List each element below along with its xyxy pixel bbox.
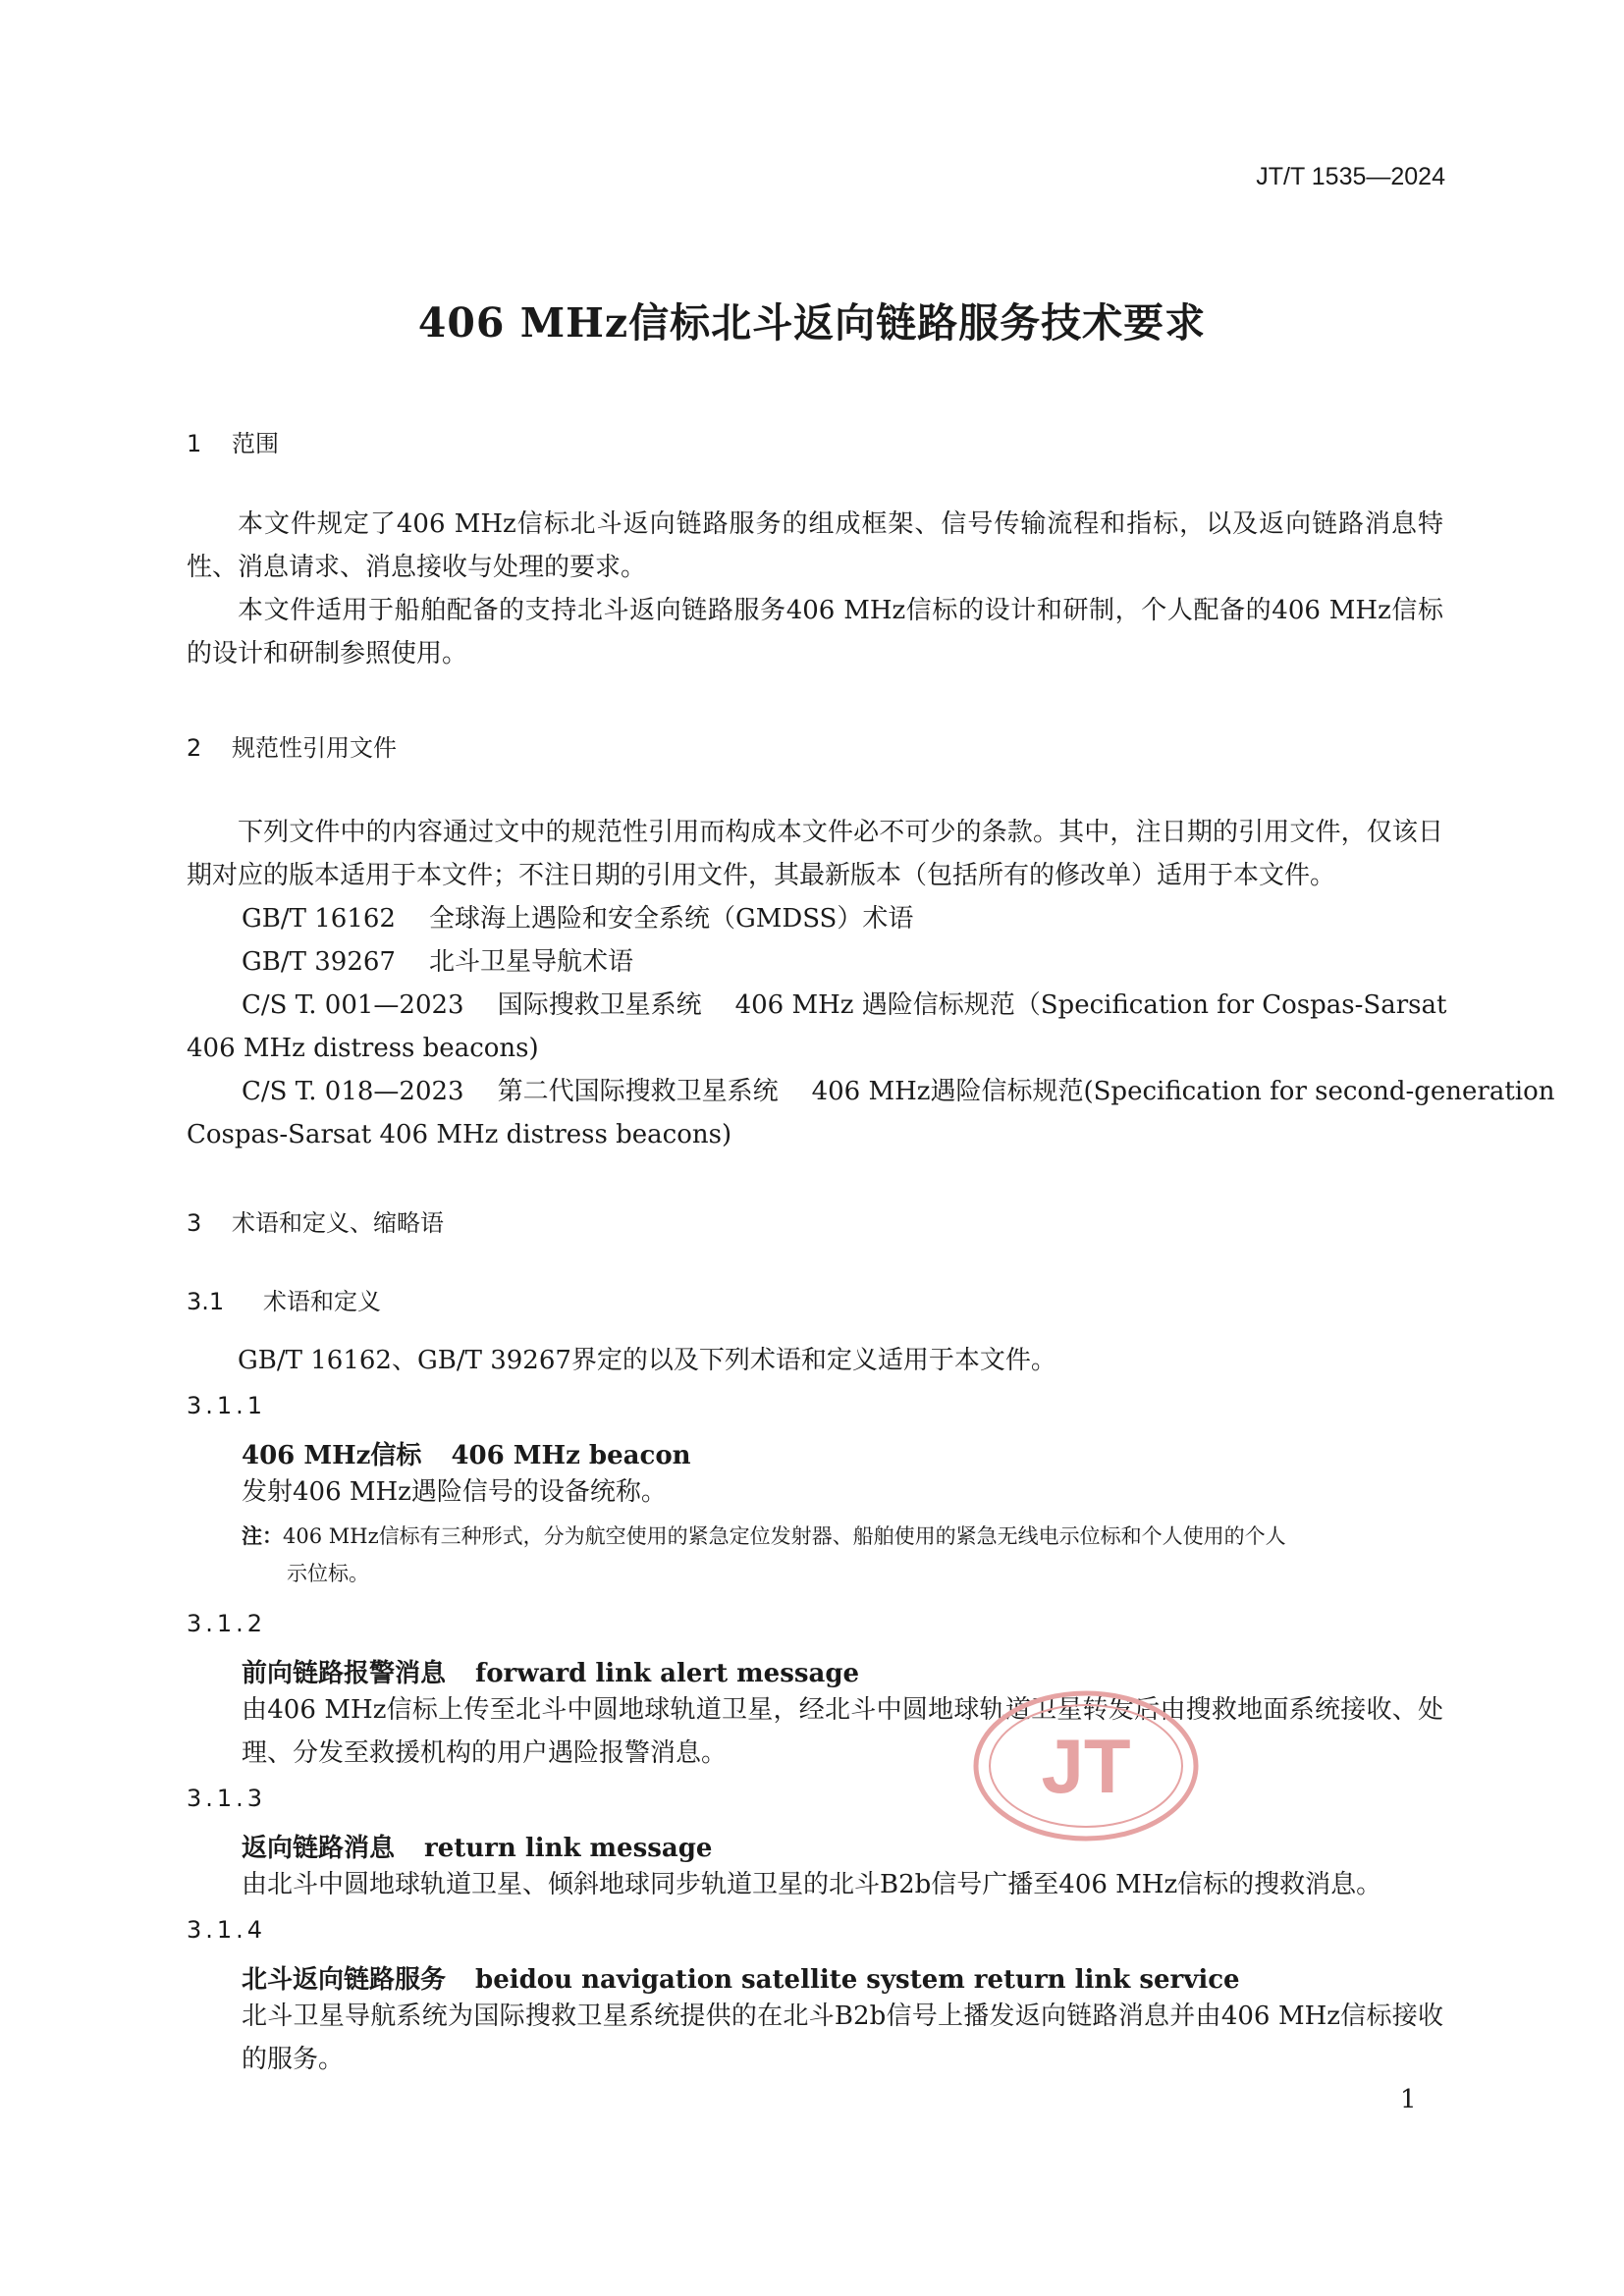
term-heading xyxy=(242,1653,859,1689)
section-title: 规范性引用文件 xyxy=(232,734,397,762)
section-number: 1 xyxy=(187,430,202,457)
section-3-heading xyxy=(187,1203,444,1238)
reference-title: 北斗卫星导航术语 xyxy=(428,947,633,977)
reference-continuation: Cospas-Sarsat 406 MHz distress beacons) xyxy=(187,1120,732,1149)
term-zh: 北斗返向链路服务 xyxy=(242,1965,447,1995)
document-title: 406 MHz信标北斗返向链路服务技术要求 xyxy=(417,299,1207,347)
reference-item xyxy=(242,897,913,940)
reference-item xyxy=(242,1070,1555,1113)
reference-continuation: 406 MHz distress beacons) xyxy=(187,1034,539,1063)
term-zh: 返向链路消息 xyxy=(242,1834,396,1863)
subsection-number: 3.1 xyxy=(187,1288,225,1315)
reference-title: 第二代国际搜救卫星系统 xyxy=(497,1077,779,1106)
section-number: 3 xyxy=(187,1209,202,1237)
jt-watermark-stamp xyxy=(970,1688,1202,1843)
reference-item xyxy=(242,984,1446,1027)
section-title: 术语和定义、缩略语 xyxy=(232,1209,444,1237)
term-definition: 由北斗中圆地球轨道卫星、倾斜地球同步轨道卫星的北斗B2b信号广播至406 MHz信标的搜救消息。 xyxy=(242,1870,1382,1899)
term-zh: 前向链路报警消息 xyxy=(242,1659,447,1688)
term-number: 3.1.1 xyxy=(187,1392,267,1419)
reference-title: 全球海上遇险和安全系统（GMDSS）术语 xyxy=(428,904,914,934)
term-number: 3.1.4 xyxy=(187,1916,267,1944)
term-en: return link message xyxy=(424,1834,713,1863)
term-heading xyxy=(242,1828,712,1864)
page-number: 1 xyxy=(1400,2085,1417,2114)
reference-code: GB/T 16162 xyxy=(242,904,396,934)
section-number: 2 xyxy=(187,734,202,762)
note-label: 注： xyxy=(242,1524,283,1548)
references-intro: 下列文件中的内容通过文中的规范性引用而构成本文件必不可少的条款。其中，注日期的引用文件，仅该日期对应的版本适用于本文件；不注日期的引用文件，其最新版本（包括所有的修改单）适用于本文件。 xyxy=(187,818,1443,890)
scope-paragraph-2: 本文件适用于船舶配备的支持北斗返向链路服务406 MHz信标的设计和研制，个人配备的406 MHz信标的设计和研制参照使用。 xyxy=(187,596,1443,668)
term-heading xyxy=(242,1959,1240,1996)
term-en: beidou navigation satellite system return link service xyxy=(475,1965,1240,1995)
note-continuation: 示位标。 xyxy=(287,1562,369,1585)
term-note xyxy=(242,1518,1443,1592)
term-definition: 发射406 MHz遇险信号的设备统称。 xyxy=(242,1477,667,1507)
terms-intro: GB/T 16162、GB/T 39267界定的以及下列术语和定义适用于本文件。 xyxy=(238,1346,1056,1375)
subsection-3-1-heading xyxy=(187,1282,381,1316)
section-title: 范围 xyxy=(232,430,279,457)
term-definition: 北斗卫星导航系统为国际搜救卫星系统提供的在北斗B2b信号上播发返向链路消息并由406 MHz信标接收的服务。 xyxy=(242,2002,1443,2074)
reference-code: C/S T. 018—2023 xyxy=(242,1077,464,1106)
reference-title: 国际搜救卫星系统 xyxy=(497,990,702,1020)
term-zh: 406 MHz信标 xyxy=(242,1441,422,1470)
term-en: 406 MHz beacon xyxy=(451,1441,691,1470)
stamp-text: JT xyxy=(1041,1723,1131,1809)
term-en: forward link alert message xyxy=(475,1659,860,1688)
note-text: 406 MHz信标有三种形式，分为航空使用的紧急定位发射器、船舶使用的紧急无线电示位标和个人使用的个人 xyxy=(283,1524,1286,1548)
reference-title-en: 406 MHz 遇险信标规范（Specification for Cospas-Sarsat xyxy=(734,990,1447,1020)
reference-item xyxy=(242,940,633,984)
term-number: 3.1.2 xyxy=(187,1610,267,1637)
scope-paragraph-1: 本文件规定了406 MHz信标北斗返向链路服务的组成框架、信号传输流程和指标，以及返向链路消息特性、消息请求、消息接收与处理的要求。 xyxy=(187,509,1443,582)
section-1-heading xyxy=(187,424,279,458)
reference-code: C/S T. 001—2023 xyxy=(242,990,464,1020)
reference-title-en: 406 MHz遇险信标规范(Specification for second-generation xyxy=(811,1077,1555,1106)
term-definition: 由406 MHz信标上传至北斗中圆地球轨道卫星，经北斗中圆地球轨道卫星转发后由搜救地面系统接收、处理、分发至救援机构的用户遇险报警消息。 xyxy=(242,1695,1443,1768)
subsection-title: 术语和定义 xyxy=(263,1288,381,1315)
section-2-heading xyxy=(187,728,397,763)
term-heading xyxy=(242,1435,691,1471)
standard-code: JT/T 1535—2024 xyxy=(1256,163,1445,190)
term-number: 3.1.3 xyxy=(187,1785,267,1812)
reference-code: GB/T 39267 xyxy=(242,947,396,977)
